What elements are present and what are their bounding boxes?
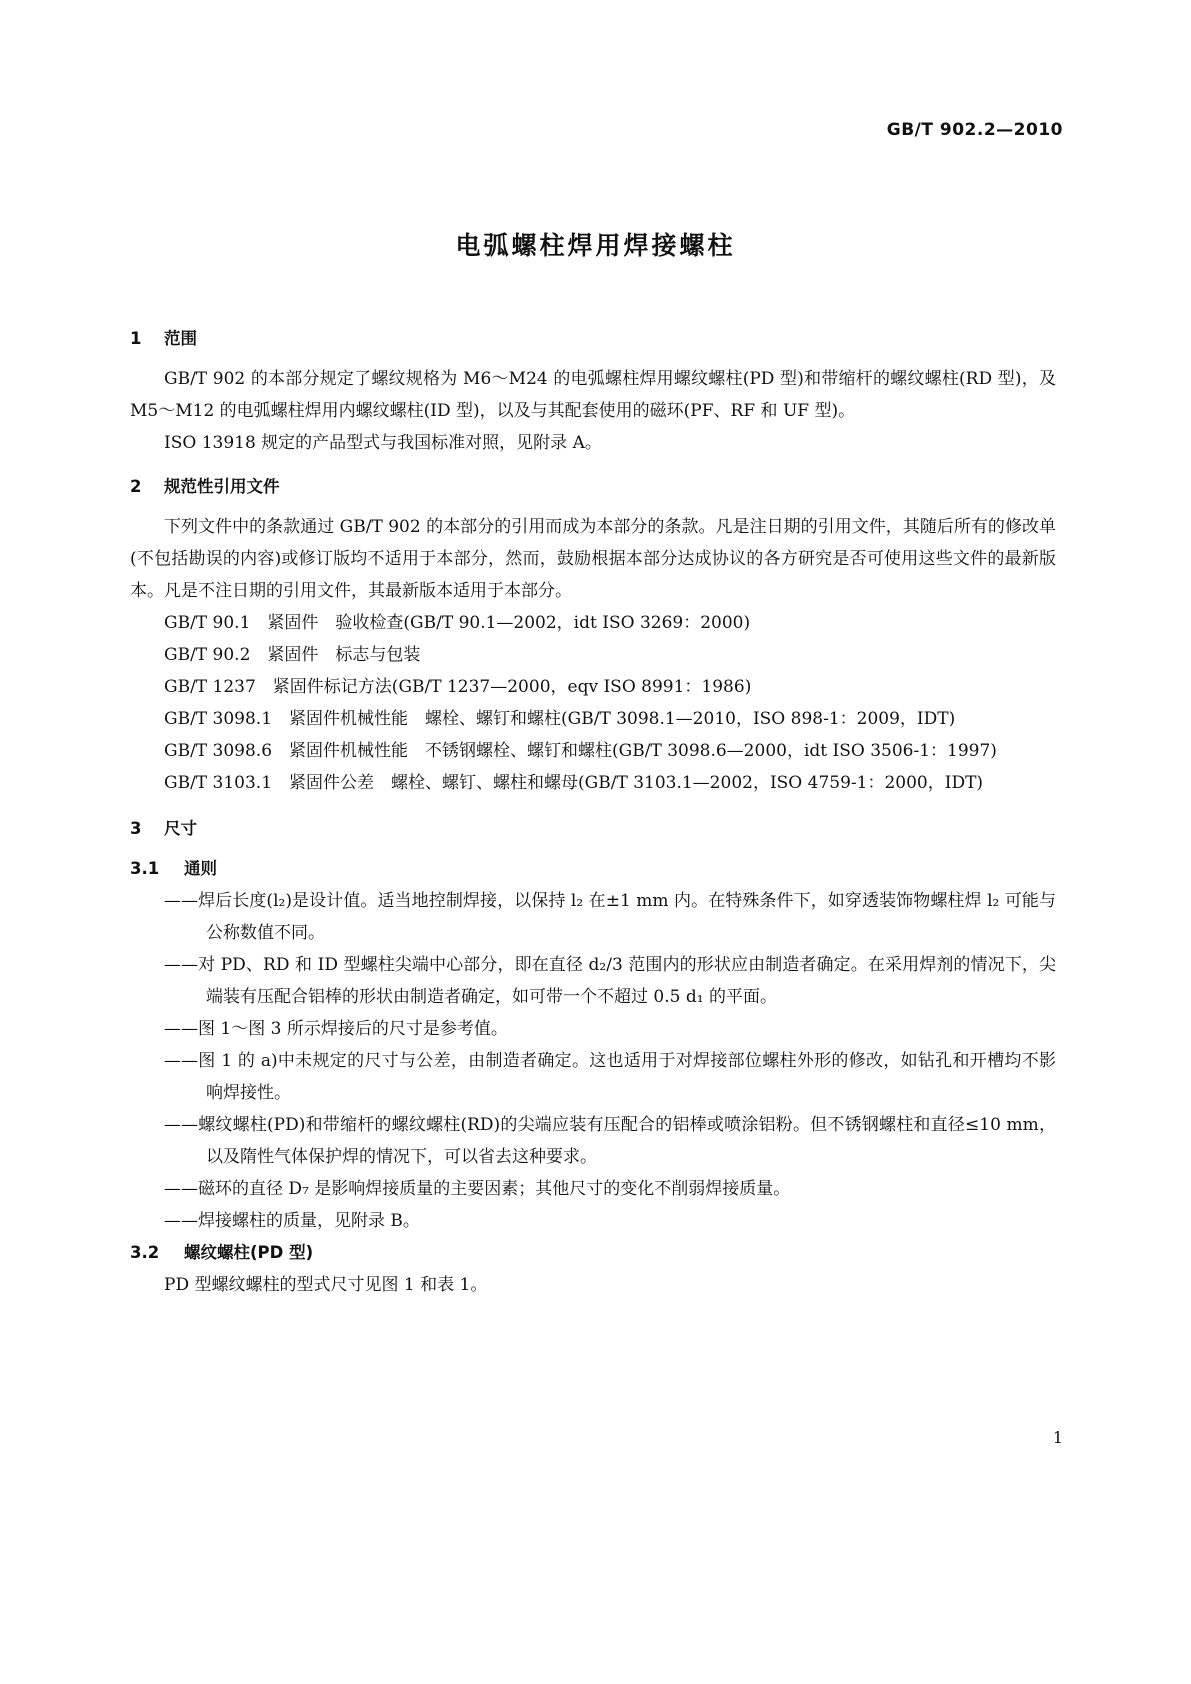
section-1-heading [130,323,1056,355]
reference-item: GB/T 3103.1 紧固件公差 螺栓、螺钉、螺柱和螺母(GB/T 3103.1—2002，ISO 4759-1：2000，IDT) [164,773,984,793]
list-item: ——焊后长度(l₂)是设计值。适当地控制焊接，以保持 l₂ 在±1 mm 内。在特殊条件下，如穿透装饰物螺柱焊 l₂ 可能与公称数值不同。 [164,891,1056,943]
document-title: 电弧螺柱焊用焊接螺柱 [455,231,736,260]
list-item: ——图 1 的 a)中未规定的尺寸与公差，由制造者确定。这也适用于对焊接部位螺柱外形的修改，如钻孔和开槽均不影响焊接性。 [164,1051,1056,1103]
reference-item: GB/T 90.2 紧固件 标志与包装 [164,645,421,665]
paragraph: GB/T 902 的本部分规定了螺纹规格为 M6～M24 的电弧螺柱焊用螺纹螺柱(PD 型)和带缩杆的螺纹螺柱(RD 型)，及 M5～M12 的电弧螺柱焊用内螺纹螺柱(ID 型)，以及与其配套使用的磁环(PF、RF 和 UF 型)。 [130,369,1056,421]
section-title: 规范性引用文件 [164,477,280,496]
reference-item: GB/T 3098.1 紧固件机械性能 螺栓、螺钉和螺柱(GB/T 3098.1—2010，ISO 898-1：2009，IDT) [164,709,956,729]
subsection-3-1-heading [130,853,1056,885]
reference-item: GB/T 90.1 紧固件 验收检查(GB/T 90.1—2002，idt ISO 3269：2000) [164,613,751,633]
paragraph: ISO 13918 规定的产品型式与我国标准对照，见附录 A。 [164,433,602,453]
section-title: 尺寸 [164,819,197,838]
section-title: 范围 [164,329,197,348]
list-item: ——焊接螺柱的质量，见附录 B。 [164,1211,420,1231]
reference-item: GB/T 1237 紧固件标记方法(GB/T 1237—2000，eqv ISO 8991：1986) [164,677,752,697]
standard-code: GB/T 902.2—2010 [886,120,1063,140]
section-number: 3 [130,819,142,838]
subsection-3-2-heading [130,1237,1056,1269]
subsection-title: 通则 [184,859,217,878]
subsection-title: 螺纹螺柱(PD 型) [184,1243,314,1262]
paragraph: PD 型螺纹螺柱的型式尺寸见图 1 和表 1。 [164,1275,488,1295]
subsection-number: 3.1 [130,859,160,878]
section-number: 1 [130,329,142,348]
list-item: ——图 1～图 3 所示焊接后的尺寸是参考值。 [164,1019,508,1039]
section-number: 2 [130,477,142,496]
section-3-heading [130,813,1056,845]
section-2-heading [130,471,1056,503]
list-item: ——对 PD、RD 和 ID 型螺柱尖端中心部分，即在直径 d₂/3 范围内的形状应由制造者确定。在采用焊剂的情况下，尖端装有压配合铝棒的形状由制造者确定，如可带一个不超过 0.5 d₁ 的平面。 [164,955,1056,1007]
page-number: 1 [1052,1428,1063,1447]
subsection-number: 3.2 [130,1243,160,1262]
list-item: ——螺纹螺柱(PD)和带缩杆的螺纹螺柱(RD)的尖端应装有压配合的铝棒或喷涂铝粉。但不锈钢螺柱和直径≤10 mm，以及隋性气体保护焊的情况下，可以省去这种要求。 [164,1115,1056,1167]
paragraph: 下列文件中的条款通过 GB/T 902 的本部分的引用而成为本部分的条款。凡是注日期的引用文件，其随后所有的修改单(不包括勘误的内容)或修订版均不适用于本部分，然而，鼓励根据本部分达成协议的各方研究是否可使用这些文件的最新版本。凡是不注日期的引用文件，其最新版本适用于本部分。 [130,517,1056,601]
document-body [130,323,1056,1301]
reference-item: GB/T 3098.6 紧固件机械性能 不锈钢螺栓、螺钉和螺柱(GB/T 3098.6—2000，idt ISO 3506-1：1997) [164,741,997,761]
list-item: ——磁环的直径 D₇ 是影响焊接质量的主要因素；其他尺寸的变化不削弱焊接质量。 [164,1179,791,1199]
